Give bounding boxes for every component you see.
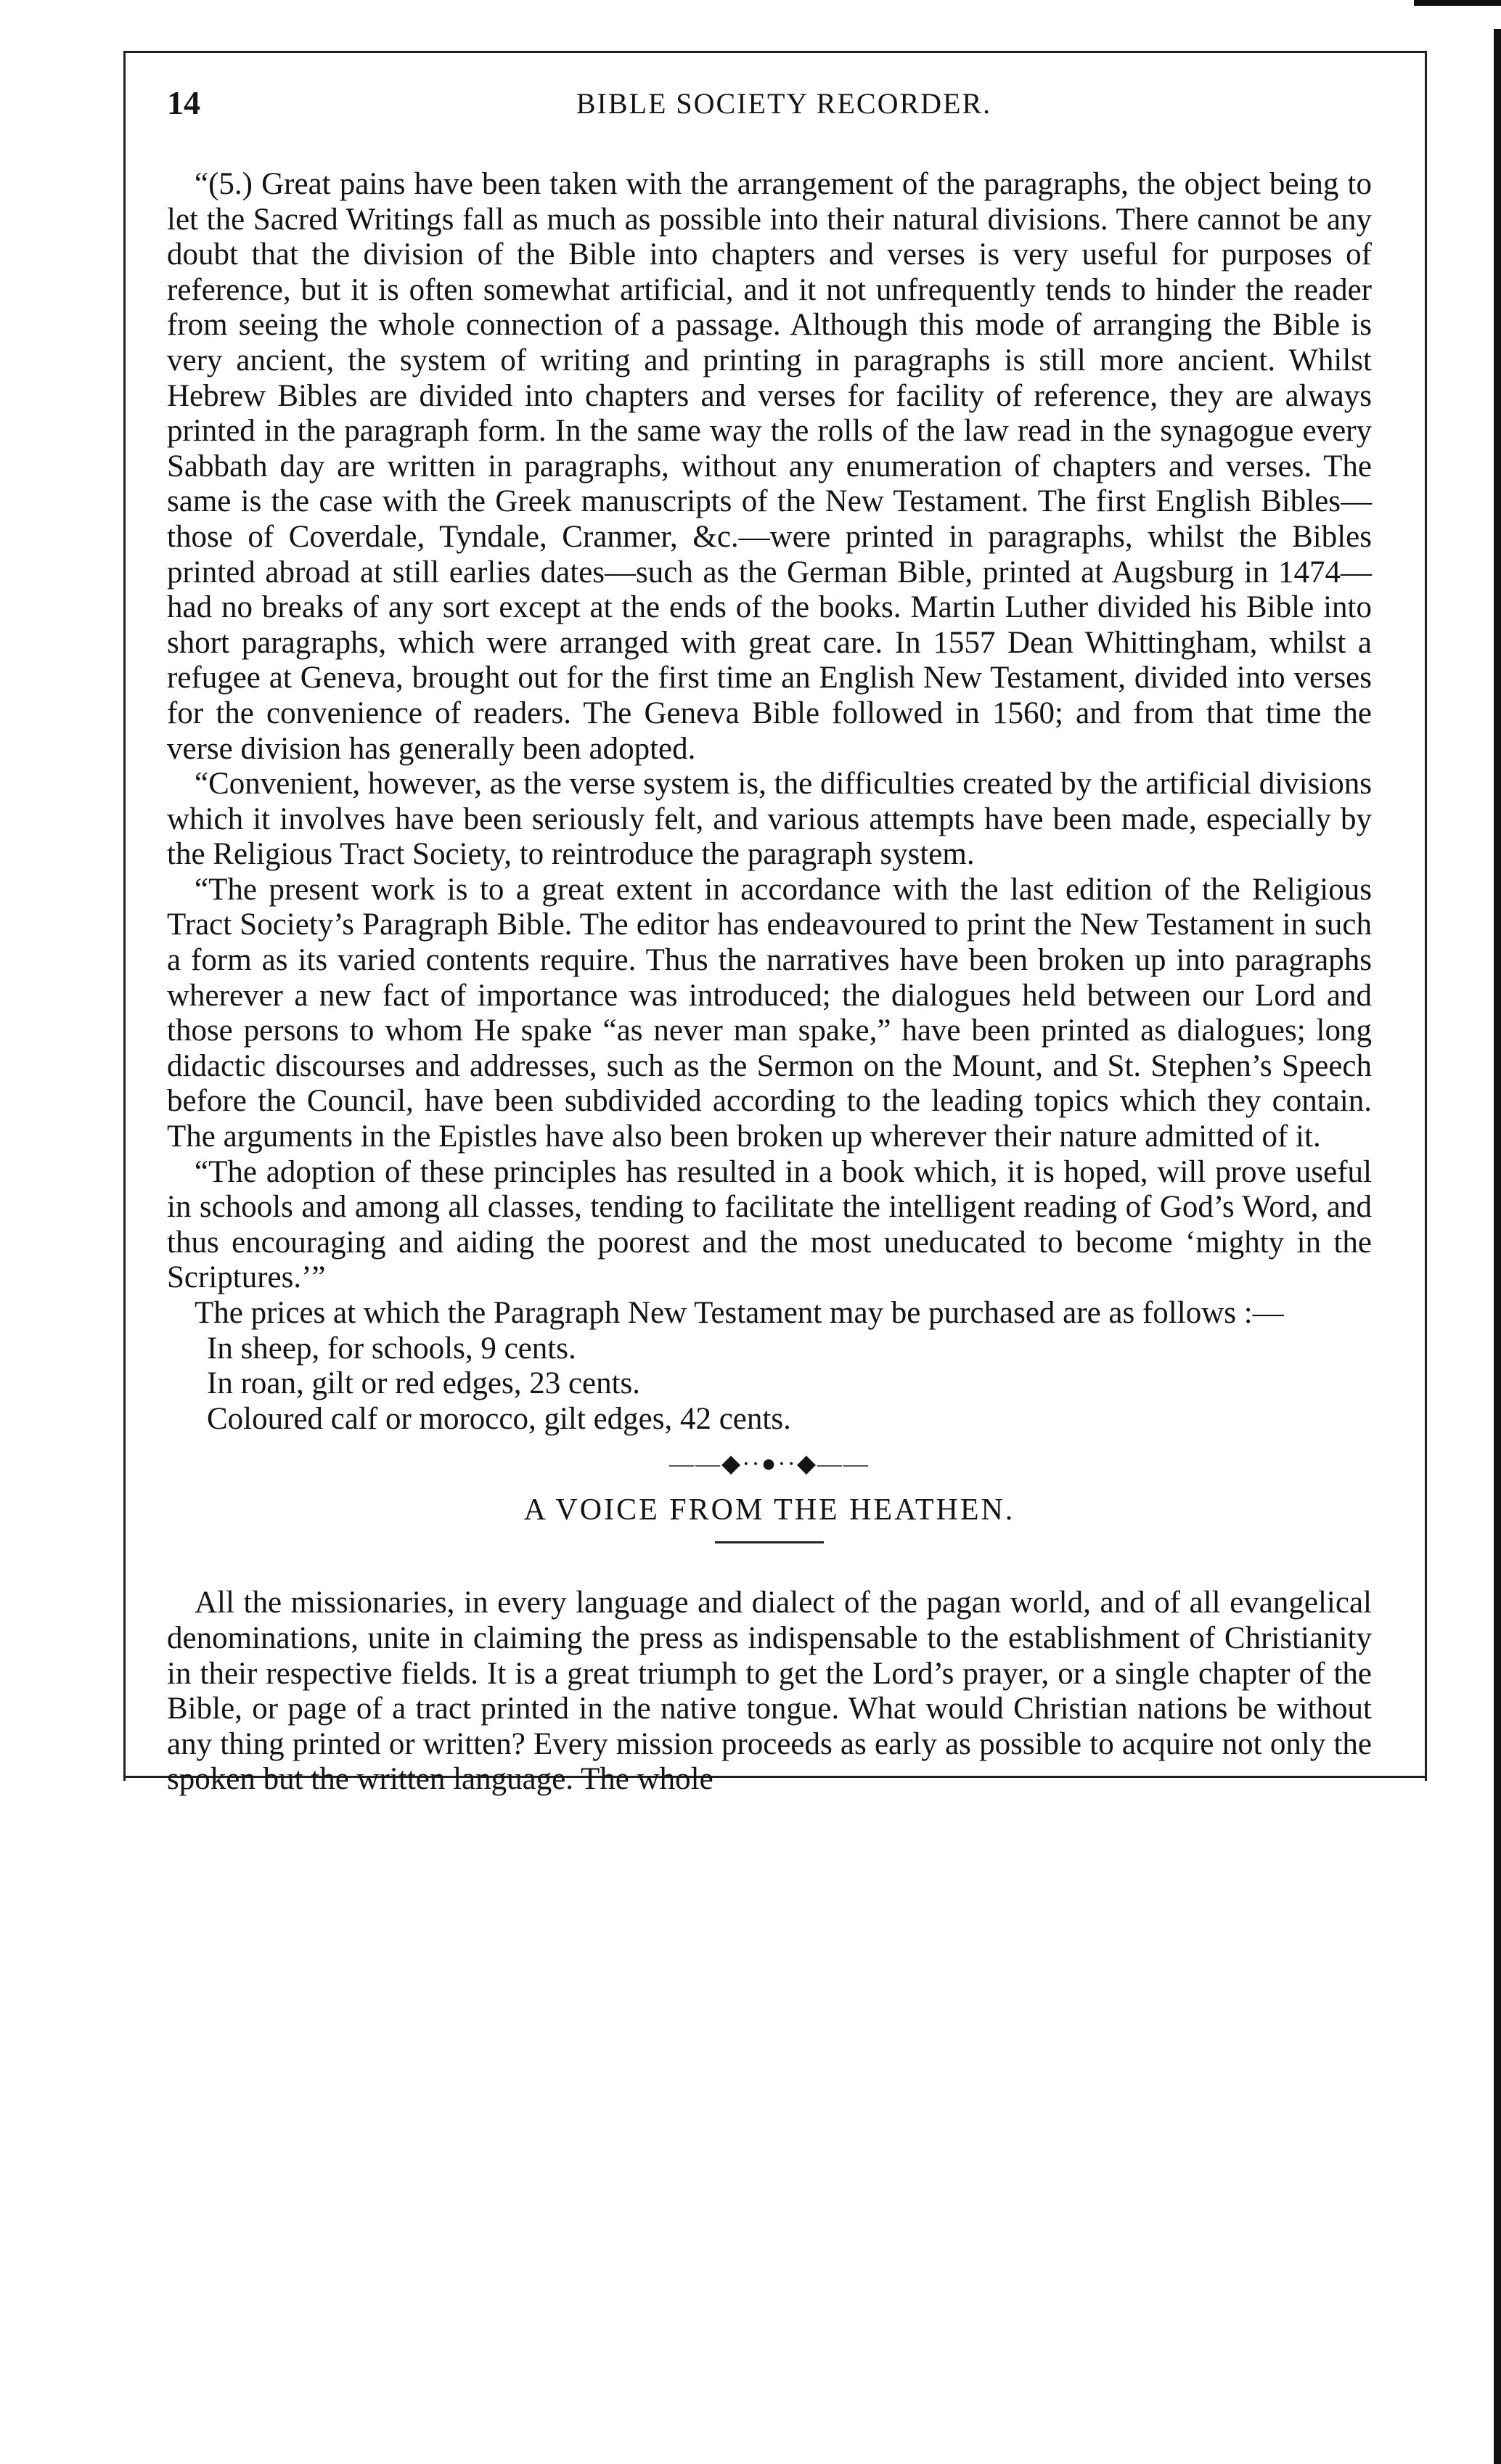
paragraph-present-work: “The present work is to a great extent in accordance with the last edition of the Religious Tract Society’s Paragraph Bible. The editor has endeavoured to print the New Testament in such a form as its varied contents require. Thus the narratives have been broken up into paragraphs wherever a new fact of importance was introduced; the dialogues held between our Lord and those persons to whom He spake “as never man spake,” have been printed as dialogues; long didactic discourses and addresses, such as the Sermon on the Mount, and St. Stephen’s Speech before the Council, have been subdivided according to the leading topics which they contain. The arguments in the Epistles have also been broken up wherever their nature admitted of it. bbox=[167, 872, 1372, 1154]
page-content bbox=[167, 167, 1372, 1798]
paragraph-verse-system: “Convenient, however, as the verse system is, the difficulties created by the artificial divisions which it involves have been seriously felt, and various attempts have been made, especially by the Religious Tract Society, to reintroduce the paragraph system. bbox=[167, 767, 1372, 872]
top-edge bbox=[0, 0, 1501, 4]
page-header bbox=[167, 83, 1401, 142]
title-rule bbox=[715, 1541, 824, 1543]
price-item: In sheep, for schools, 9 cents. bbox=[207, 1331, 576, 1366]
price-item: Coloured calf or morocco, gilt edges, 42 cents. bbox=[207, 1401, 791, 1436]
paragraph-prices-intro: The prices at which the Paragraph New Testament may be purchased are as follows :— bbox=[195, 1296, 1284, 1330]
section-ornament: ——◆··●··◆—— bbox=[668, 1451, 870, 1478]
section-paragraph: All the missionaries, in every language and dialect of the pagan world, and of all evangelical denominations, unite in claiming the press as indispensable to the establishment of Christianity in their respective fields. It is a great triumph to get the Lord’s prayer, or a single chapter of the Bible, or page of a tract printed in the native tongue. What would Christian nations be without any thing printed or written? Every mission proceeds as early as possible to acquire not only the spoken but the written language. The whole bbox=[167, 1586, 1372, 1797]
paragraph-arrangement: “(5.) Great pains have been taken with the arrangement of the paragraphs, the object being to let the Sacred Writings fall as much as possible into their natural divisions. There cannot be any doubt that the division of the Bible into chapters and verses is very useful for purposes of reference, but it is often somewhat artificial, and it not unfrequently tends to hinder the reader from seeing the whole connection of a passage. Although this mode of arranging the Bible is very ancient, the system of writing and printing in paragraphs is still more ancient. Whilst Hebrew Bibles are divided into chapters and verses for facility of reference, they are always printed in the paragraph form. In the same way the rolls of the law read in the synagogue every Sabbath day are written in paragraphs, without any enumeration of chapters and verses. The same is the case with the Greek manuscripts of the New Testament. The first English Bibles—those of Coverdale, Tyndale, Cranmer, &c.—were printed in paragraphs, whilst the Bibles printed abroad at still earlies dates—such as the German Bible, printed at Augsburg in 1474—had no breaks of any sort except at the ends of the books. Martin Luther divided his Bible into short paragraphs, which were arranged with great care. In 1557 Dean Whittingham, whilst a refugee at Geneva, brought out for the first time an English New Testament, divided into verses for the convenience of readers. The Geneva Bible followed in 1560; and from that time the verse division has generally been adopted. bbox=[167, 167, 1372, 766]
page-edge-shadow bbox=[1494, 29, 1501, 2464]
section-title: A VOICE FROM THE HEATHEN. bbox=[523, 1493, 1015, 1527]
top-edge-mark bbox=[1414, 0, 1501, 6]
running-head: BIBLE SOCIETY RECORDER. bbox=[576, 87, 992, 120]
paragraph-adoption: “The adoption of these principles has resulted in a book which, it is hoped, will prove useful in schools and among all classes, tending to facilitate the intelligent reading of God’s Word, and thus encouraging and aiding the poorest and the most uneducated to become ‘mighty in the Scriptures.’” bbox=[167, 1154, 1372, 1295]
price-item: In roan, gilt or red edges, 23 cents. bbox=[207, 1366, 641, 1401]
page-number: 14 bbox=[167, 84, 200, 121]
